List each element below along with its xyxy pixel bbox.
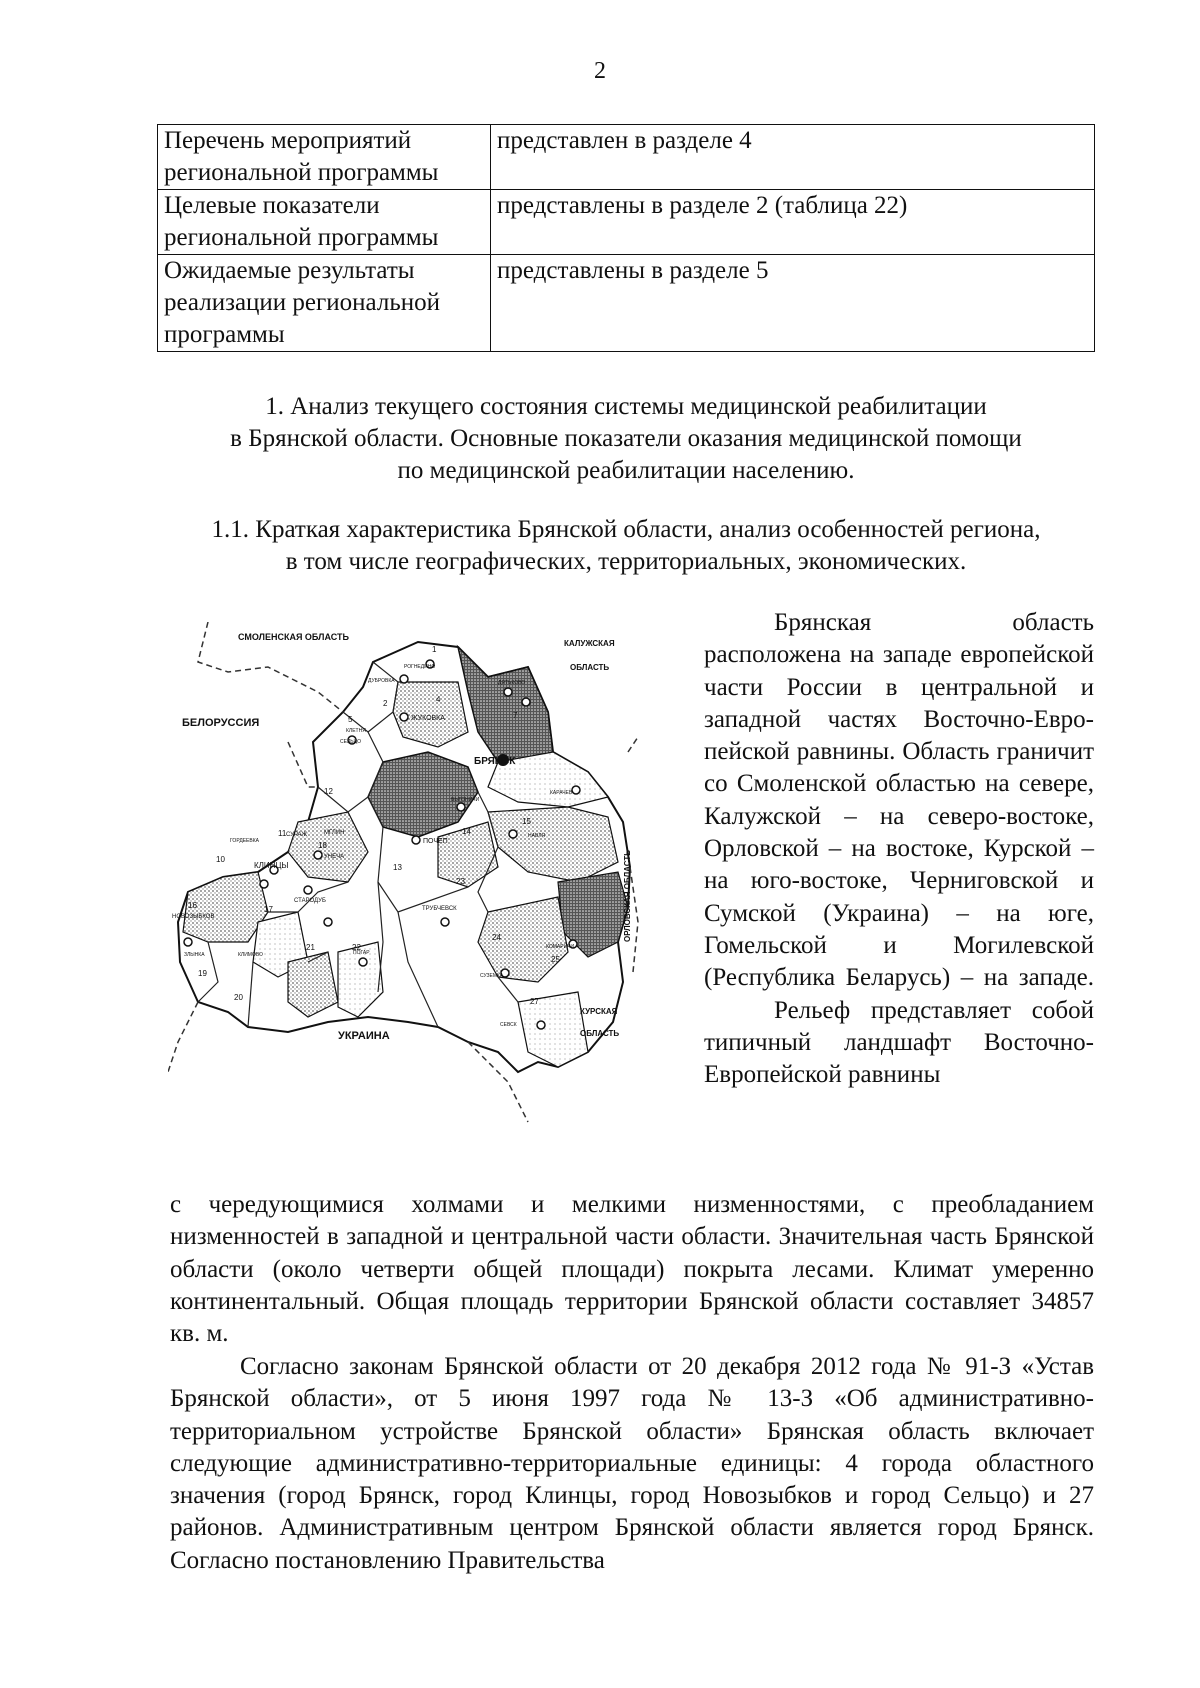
table-cell-label: Ожидаемые результаты реализации региональной программы — [158, 255, 491, 352]
district-number: 27 — [530, 997, 539, 1006]
label-smolensk: СМОЛЕНСКАЯ ОБЛАСТЬ — [238, 632, 350, 642]
district-number: 7 — [513, 711, 518, 720]
body-paragraph — [170, 1351, 1094, 1577]
region-map — [168, 622, 692, 1144]
label-oryol: ОРЛОВСКАЯ ОБЛАСТЬ — [623, 850, 632, 942]
district-number: 16 — [188, 901, 197, 910]
section-heading — [157, 391, 1095, 487]
district-number: 14 — [462, 827, 471, 836]
heading-line: в Брянской области. Основные показатели оказания медицинской помощи — [230, 425, 1022, 452]
paragraph: Рельеф представляет собой типичный ландшафт Восточно-Европейской равнины — [704, 996, 1094, 1089]
label-kaluga: ОБЛАСТЬ — [570, 663, 610, 672]
label-town: КЛЕТНЯ — [346, 728, 366, 734]
table-cell-value: представлены в разделе 5 — [491, 255, 1095, 352]
region-map-drawing — [168, 622, 692, 1144]
table-cell-value: представлены в разделе 2 (таблица 22) — [491, 190, 1095, 255]
district-number: 24 — [492, 933, 501, 942]
label-ukraine: УКРАИНА — [338, 1030, 390, 1042]
label-town: НАВЛЯ — [528, 833, 546, 839]
label-town: ДЯТЬКОВО — [498, 680, 526, 686]
district-number: 25 — [551, 955, 560, 964]
district-number: 13 — [393, 863, 402, 872]
district-number: 4 — [436, 695, 441, 704]
label-town: СТАРОДУБ — [294, 898, 326, 904]
table-cell-label: Перечень мероприятий региональной программы — [158, 125, 491, 190]
district-number: 11 — [278, 829, 287, 838]
label-town: СЕЛЬЦО — [340, 739, 361, 745]
label-town: СУРАЖ — [286, 832, 308, 838]
label-town: КЛИМОВО — [238, 952, 263, 958]
heading-line: 1.1. Краткая характеристика Брянской области, анализ особенностей региона, — [211, 516, 1041, 543]
label-kursk: КУРСКАЯ — [580, 1007, 618, 1016]
district-number: 22 — [352, 943, 361, 952]
label-town: ВЫГОНИЧИ — [451, 797, 480, 803]
label-town: РОГНЕДИНО — [404, 664, 436, 670]
label-town: КОМАРИЧИ — [546, 944, 575, 950]
label-town: ПОГАР — [353, 950, 370, 956]
label-town: ЖУКОВКА — [411, 715, 445, 722]
paragraph: Согласно законам Брянской области от 20 декабря 2012 года № 91-З «Устав Брянской области», от 5 июня 1997 года № 13-З «Об административно-территориальном устройстве Брянской области» Брянская область включает следующие административно-территориальные единицы: 4 города областного значения (город Брянск, город Клинцы, город Новозыбков и город Сельцо) и 27 районов. Административным центром Брянской области является город Брянск. Согласно постановлению Правительства — [170, 1353, 1094, 1574]
district-number: 18 — [318, 841, 327, 850]
district-number: 2 — [383, 699, 388, 708]
label-kursk: ОБЛАСТЬ — [580, 1029, 620, 1038]
label-town: ЗЛЫНКА — [184, 952, 205, 958]
label-town: ПОЧЕП — [423, 838, 448, 845]
subsection-heading — [157, 514, 1095, 578]
info-table — [157, 124, 1095, 352]
label-town: МГЛИН — [324, 830, 345, 836]
district-number: 23 — [456, 877, 465, 886]
table-cell-label: Целевые показатели региональной программы — [158, 190, 491, 255]
label-town: КЛИНЦЫ — [254, 861, 289, 870]
district-number: 21 — [306, 943, 315, 952]
paragraph: с чередующимися холмами и мелкими низменностями, с преобладанием низменностей в западной и центральной части области. Значительная часть Брянской области (около четверти общей площади) покрыта лесами. Климат умеренно континентальный. Общая площадь территории Брянской области составляет 34857 кв. м. — [170, 1191, 1094, 1348]
label-town: НОВОЗЫБКОВ — [172, 914, 215, 920]
right-column-text — [704, 607, 1094, 1091]
district-number: 19 — [198, 969, 207, 978]
district-number: 5 — [348, 715, 353, 724]
label-town: ТРУБЧЕВСК — [422, 906, 457, 912]
district-number: 15 — [522, 817, 531, 826]
label-town: СЕВСК — [500, 1022, 517, 1028]
district-number: 17 — [264, 905, 273, 914]
heading-line: по медицинской реабилитации населению. — [397, 457, 855, 484]
label-belarus: БЕЛОРУССИЯ — [182, 717, 260, 729]
label-town: КАРАЧЕВ — [550, 790, 573, 796]
paragraph: Брянская область расположена на западе европейской части России в центральной и западной частях Восточно-Евро-пейской равнины. Область граничит со Смоленской областью на севере, Калужской – на северо-востоке, Орловской – на востоке, Курской – на юго-востоке, Черниговской и Сумской (Украина) – на юге, Гомельской и Могилевской (Республика Беларусь) – на западе. — [704, 609, 1094, 992]
label-town: ГОРДЕЕВКА — [230, 838, 259, 844]
label-town: ДУБРОВКА — [368, 678, 395, 684]
label-town: УНЕЧА — [324, 854, 345, 860]
heading-line: в том числе географических, территориальных, экономических. — [285, 548, 967, 575]
label-kaluga: КАЛУЖСКАЯ — [564, 639, 615, 648]
table-row — [158, 255, 1095, 352]
district-number: 10 — [216, 855, 225, 864]
body-paragraph — [170, 1189, 1094, 1350]
heading-line: 1. Анализ текущего состояния системы медицинской реабилитации — [265, 393, 987, 420]
label-town: СУЗЕМКА — [480, 973, 504, 979]
table-row — [158, 190, 1095, 255]
district-number: 12 — [324, 787, 333, 796]
page-number: 2 — [594, 58, 606, 84]
label-town: БРЯНСК — [474, 756, 516, 767]
district-number: 1 — [432, 645, 437, 654]
table-row — [158, 125, 1095, 190]
district-number: 20 — [234, 993, 243, 1002]
table-cell-value: представлен в разделе 4 — [491, 125, 1095, 190]
